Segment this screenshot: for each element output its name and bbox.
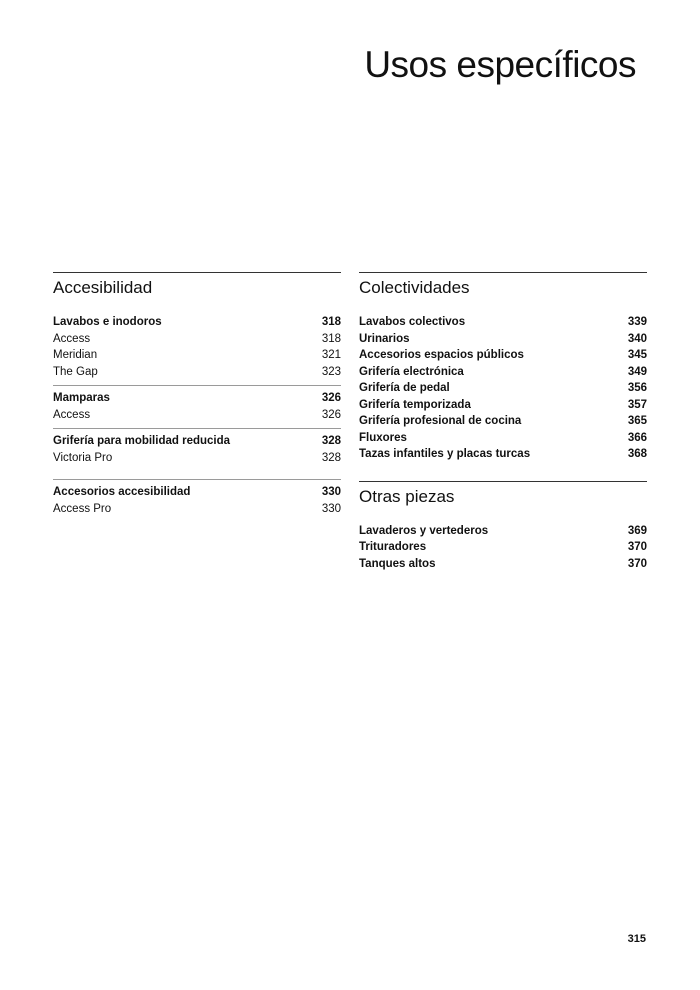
toc-entry[interactable] [359,430,647,447]
toc-label: Accesorios espacios públicos [359,349,524,361]
toc-label: Grifería temporizada [359,398,471,411]
toc-list [359,523,647,573]
toc-label: Mamparas [53,392,110,404]
toc-group [53,428,341,471]
colectividades-column [359,272,647,572]
toc-entry[interactable] [359,331,647,348]
toc-label: Fluxores [359,431,407,444]
toc-label: Access [53,408,91,421]
toc-page-number: 330 [321,502,341,515]
toc-label: Grifería para mobilidad reducida [53,435,231,447]
toc-label: Meridian [53,349,98,361]
toc-page-number: 326 [321,392,341,404]
toc-entry[interactable] [359,523,647,540]
toc-page-number: 349 [627,365,647,378]
toc-label: Grifería de pedal [359,382,450,394]
toc-page-number: 339 [627,316,647,328]
toc-label: Grifería electrónica [359,365,464,378]
toc-label: Lavaderos y vertederos [359,524,489,537]
toc-label: Lavabos e inodoros [53,316,162,328]
toc-entry-heading[interactable] [53,484,341,501]
toc-page-number: 369 [627,524,647,537]
toc-entry-heading[interactable] [53,433,341,450]
toc-label: Access [53,332,91,345]
accesibilidad-column [53,272,341,522]
toc-entry[interactable] [53,364,341,381]
toc-page-number: 328 [321,435,341,447]
page-title: Usos específicos [364,44,636,85]
section-title: Otras piezas [359,486,455,506]
toc-page-number: 366 [627,431,647,444]
toc-group [53,314,341,385]
toc-entry[interactable] [53,347,341,364]
toc-label: Tanques altos [359,557,436,570]
colectividades-section [359,272,647,463]
toc-label: Lavabos colectivos [359,316,466,328]
toc-entry[interactable] [359,364,647,381]
toc-page-number: 370 [627,557,647,570]
toc-label: Urinarios [359,332,410,345]
toc-entry[interactable] [359,347,647,364]
section-title: Colectividades [359,278,470,297]
toc-entry[interactable] [53,331,341,348]
toc-page-number: 323 [321,365,341,378]
toc-label: Trituradores [359,541,427,553]
toc-entry[interactable] [359,556,647,573]
toc-entry[interactable] [359,539,647,556]
toc-page-number: 321 [321,349,341,361]
toc-label: Accesorios accesibilidad [53,486,191,498]
toc-label: Access Pro [53,502,112,515]
toc-label: The Gap [53,365,98,378]
page-number: 315 [627,933,646,945]
toc-page-number: 318 [321,316,341,328]
section-title: Accesibilidad [53,278,153,297]
toc-entry[interactable] [359,446,647,463]
toc-label: Grifería profesional de cocina [359,415,522,427]
otras-piezas-section [359,481,647,573]
toc-entry[interactable] [359,397,647,414]
toc-page-number: 328 [321,451,341,464]
accesibilidad-section [53,272,341,522]
toc-entry[interactable] [53,407,341,424]
toc-group [53,385,341,428]
toc-page-number: 326 [321,408,341,421]
toc-entry[interactable] [53,501,341,518]
toc-page-number: 370 [627,541,647,553]
toc-page-number: 340 [627,332,647,345]
toc-page-number: 356 [627,382,647,394]
toc-label: Victoria Pro [53,451,113,464]
toc-page-number: 357 [627,398,647,411]
toc-list [359,314,647,463]
toc-page-number: 318 [321,332,341,345]
toc-page-number: 330 [321,486,341,498]
toc-entry[interactable] [53,450,341,467]
toc-page-number: 345 [627,349,647,361]
toc-entry-heading[interactable] [53,390,341,407]
toc-page-number: 365 [627,415,647,427]
toc-entry[interactable] [359,413,647,430]
toc-page-number: 368 [627,448,647,460]
toc-entry-heading[interactable] [53,314,341,331]
toc-group [53,479,341,522]
toc-entry[interactable] [359,314,647,331]
toc-label: Tazas infantiles y placas turcas [359,448,531,460]
toc-entry[interactable] [359,380,647,397]
